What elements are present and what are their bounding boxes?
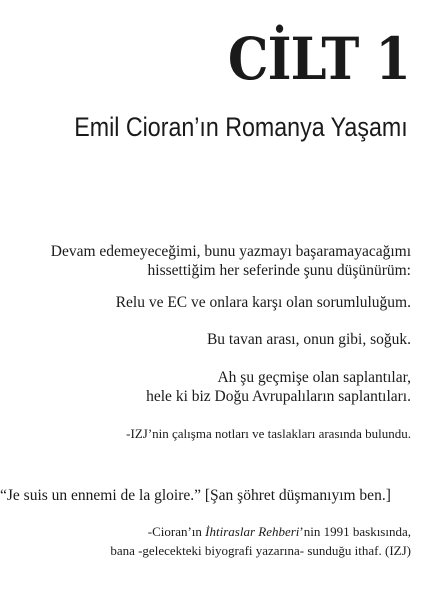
cioran-quote: “Je suis un ennemi de la gloire.” [Şan şöhret düşmanıyım ben.] bbox=[0, 487, 391, 504]
epigraph-line: Devam edemeyeceğimi, bunu yazmayı başaramayacağımı bbox=[50, 243, 411, 260]
epigraph-stanza-4 bbox=[146, 368, 411, 406]
quote-attribution bbox=[110, 522, 411, 560]
epigraph-stanza-3 bbox=[207, 330, 411, 349]
epigraph-source-text: -IZJ’nin çalışma notları ve taslakları arasında bulundu. bbox=[126, 426, 411, 441]
attribution-suffix: ’nin 1991 baskısında, bbox=[299, 524, 411, 539]
attribution-prefix: -Cioran’ın bbox=[147, 524, 206, 539]
epigraph-stanza-1 bbox=[51, 242, 411, 280]
epigraph-source bbox=[126, 425, 411, 442]
epigraph-line: hissettiğim her seferinde şunu düşünürüm: bbox=[147, 262, 411, 279]
epigraph-stanza-2 bbox=[116, 293, 411, 312]
epigraph-line: Bu tavan arası, onun gibi, soğuk. bbox=[206, 331, 411, 348]
attribution-line-2: bana -gelecekteki biyografi yazarına- sunduğu ithaf. (IZJ) bbox=[110, 543, 411, 558]
attribution-line-1 bbox=[110, 522, 411, 541]
epigraph-line: Relu ve EC ve onlara karşı olan sorumluluğum. bbox=[115, 294, 411, 311]
epigraph-line: hele ki biz Doğu Avrupalıların saplantıları. bbox=[146, 388, 411, 405]
epigraph-line: Ah şu geçmişe olan saplantılar, bbox=[217, 369, 411, 386]
chapter-subtitle: Emil Cioran’ın Romanya Yaşamı bbox=[74, 112, 408, 142]
volume-title: CİLT 1 bbox=[227, 25, 410, 93]
book-title: İhtiraslar Rehberi bbox=[205, 524, 300, 539]
